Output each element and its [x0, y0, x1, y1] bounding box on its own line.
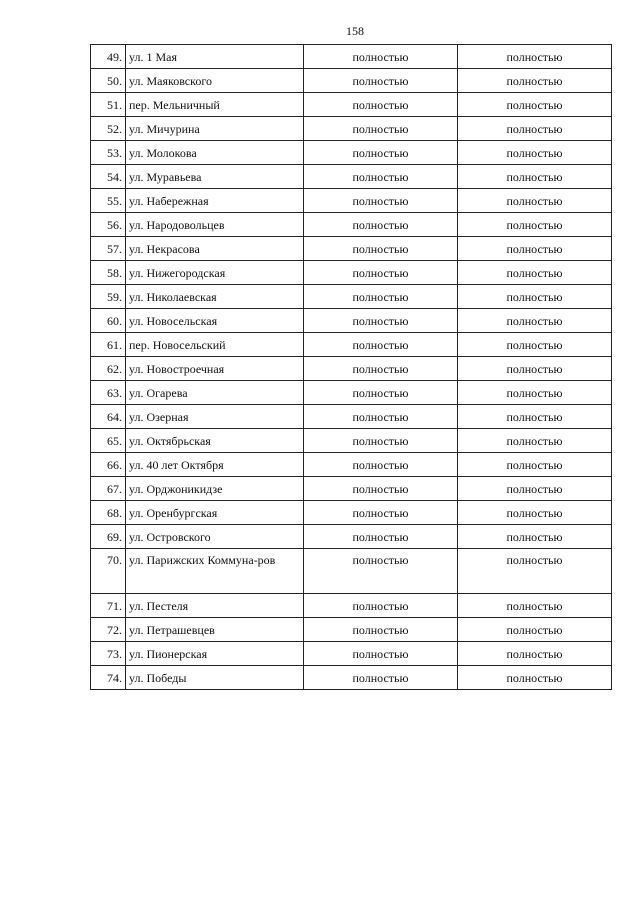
coverage-cell-2: полностью — [458, 594, 612, 618]
coverage-cell-1: полностью — [304, 381, 458, 405]
coverage-cell-2: полностью — [458, 213, 612, 237]
row-number: 53. — [91, 141, 126, 165]
street-name: ул. Набережная — [126, 189, 304, 213]
street-name: ул. Победы — [126, 666, 304, 690]
row-number: 59. — [91, 285, 126, 309]
coverage-cell-2: полностью — [458, 642, 612, 666]
row-number: 55. — [91, 189, 126, 213]
row-number: 58. — [91, 261, 126, 285]
coverage-cell-1: полностью — [304, 618, 458, 642]
coverage-cell-1: полностью — [304, 309, 458, 333]
coverage-cell-2: полностью — [458, 165, 612, 189]
row-number: 65. — [91, 429, 126, 453]
street-name: ул. Пестеля — [126, 594, 304, 618]
table-row — [91, 69, 612, 93]
coverage-cell-2: полностью — [458, 285, 612, 309]
table-row — [91, 117, 612, 141]
coverage-cell-2: полностью — [458, 381, 612, 405]
row-number: 64. — [91, 405, 126, 429]
street-name: ул. Народовольцев — [126, 213, 304, 237]
table-row — [91, 189, 612, 213]
coverage-cell-2: полностью — [458, 189, 612, 213]
street-name: ул. Островского — [126, 525, 304, 549]
street-name: ул. 1 Мая — [126, 45, 304, 69]
table-row — [91, 285, 612, 309]
coverage-cell-2: полностью — [458, 117, 612, 141]
row-number: 68. — [91, 501, 126, 525]
table-row — [91, 213, 612, 237]
table-row — [91, 477, 612, 501]
coverage-cell-1: полностью — [304, 429, 458, 453]
row-number: 57. — [91, 237, 126, 261]
coverage-cell-1: полностью — [304, 117, 458, 141]
row-number: 51. — [91, 93, 126, 117]
row-number: 54. — [91, 165, 126, 189]
table-row — [91, 261, 612, 285]
coverage-cell-2: полностью — [458, 549, 612, 594]
coverage-cell-1: полностью — [304, 525, 458, 549]
table-row — [91, 237, 612, 261]
coverage-cell-2: полностью — [458, 618, 612, 642]
coverage-cell-2: полностью — [458, 453, 612, 477]
coverage-cell-1: полностью — [304, 549, 458, 594]
table-row — [91, 357, 612, 381]
row-number: 62. — [91, 357, 126, 381]
table-row — [91, 642, 612, 666]
table-row — [91, 93, 612, 117]
coverage-cell-2: полностью — [458, 525, 612, 549]
coverage-cell-2: полностью — [458, 309, 612, 333]
row-number: 72. — [91, 618, 126, 642]
coverage-cell-1: полностью — [304, 45, 458, 69]
street-name: ул. Пионерская — [126, 642, 304, 666]
table-row — [91, 309, 612, 333]
street-name: ул. Парижских Коммуна-ров — [126, 549, 304, 594]
table-row — [91, 594, 612, 618]
street-name: ул. 40 лет Октября — [126, 453, 304, 477]
row-number: 56. — [91, 213, 126, 237]
coverage-cell-1: полностью — [304, 261, 458, 285]
table-row — [91, 333, 612, 357]
street-name: ул. Николаевская — [126, 285, 304, 309]
coverage-cell-1: полностью — [304, 189, 458, 213]
table-row — [91, 141, 612, 165]
row-number: 52. — [91, 117, 126, 141]
coverage-cell-2: полностью — [458, 261, 612, 285]
coverage-cell-1: полностью — [304, 213, 458, 237]
row-number: 49. — [91, 45, 126, 69]
coverage-cell-2: полностью — [458, 357, 612, 381]
street-name: ул. Муравьева — [126, 165, 304, 189]
coverage-cell-2: полностью — [458, 237, 612, 261]
table-row — [91, 381, 612, 405]
coverage-cell-1: полностью — [304, 477, 458, 501]
row-number: 63. — [91, 381, 126, 405]
row-number: 71. — [91, 594, 126, 618]
street-name: пер. Новосельский — [126, 333, 304, 357]
row-number: 70. — [91, 549, 126, 594]
table-row — [91, 525, 612, 549]
coverage-cell-2: полностью — [458, 429, 612, 453]
street-name: ул. Молокова — [126, 141, 304, 165]
row-number: 60. — [91, 309, 126, 333]
streets-table — [90, 44, 612, 690]
coverage-cell-1: полностью — [304, 666, 458, 690]
table-row — [91, 429, 612, 453]
table-row — [91, 405, 612, 429]
table-row — [91, 45, 612, 69]
table-row — [91, 501, 612, 525]
row-number: 73. — [91, 642, 126, 666]
row-number: 66. — [91, 453, 126, 477]
coverage-cell-2: полностью — [458, 501, 612, 525]
coverage-cell-1: полностью — [304, 285, 458, 309]
coverage-cell-2: полностью — [458, 141, 612, 165]
coverage-cell-1: полностью — [304, 333, 458, 357]
table-row — [91, 549, 612, 594]
street-name: ул. Озерная — [126, 405, 304, 429]
coverage-cell-1: полностью — [304, 594, 458, 618]
row-number: 67. — [91, 477, 126, 501]
street-name: ул. Маяковского — [126, 69, 304, 93]
street-name: ул. Оренбургская — [126, 501, 304, 525]
street-name: ул. Новостроечная — [126, 357, 304, 381]
coverage-cell-2: полностью — [458, 45, 612, 69]
table-row — [91, 666, 612, 690]
coverage-cell-2: полностью — [458, 405, 612, 429]
table-row — [91, 453, 612, 477]
street-name: ул. Новосельская — [126, 309, 304, 333]
coverage-cell-1: полностью — [304, 642, 458, 666]
page-number: 158 — [346, 24, 364, 38]
coverage-cell-1: полностью — [304, 405, 458, 429]
row-number: 69. — [91, 525, 126, 549]
street-name: ул. Нижегородская — [126, 261, 304, 285]
coverage-cell-1: полностью — [304, 69, 458, 93]
table-row — [91, 165, 612, 189]
coverage-cell-2: полностью — [458, 93, 612, 117]
coverage-cell-1: полностью — [304, 357, 458, 381]
street-name: ул. Некрасова — [126, 237, 304, 261]
streets-table-body — [91, 45, 612, 690]
coverage-cell-1: полностью — [304, 453, 458, 477]
coverage-cell-1: полностью — [304, 237, 458, 261]
street-name: ул. Орджоникидзе — [126, 477, 304, 501]
street-name: ул. Огарева — [126, 381, 304, 405]
coverage-cell-1: полностью — [304, 165, 458, 189]
row-number: 74. — [91, 666, 126, 690]
coverage-cell-2: полностью — [458, 477, 612, 501]
coverage-cell-2: полностью — [458, 69, 612, 93]
table-row — [91, 618, 612, 642]
street-name: ул. Октябрьская — [126, 429, 304, 453]
street-name: пер. Мельничный — [126, 93, 304, 117]
coverage-cell-2: полностью — [458, 333, 612, 357]
row-number: 50. — [91, 69, 126, 93]
coverage-cell-2: полностью — [458, 666, 612, 690]
coverage-cell-1: полностью — [304, 141, 458, 165]
street-name: ул. Петрашевцев — [126, 618, 304, 642]
street-name: ул. Мичурина — [126, 117, 304, 141]
coverage-cell-1: полностью — [304, 93, 458, 117]
coverage-cell-1: полностью — [304, 501, 458, 525]
row-number: 61. — [91, 333, 126, 357]
